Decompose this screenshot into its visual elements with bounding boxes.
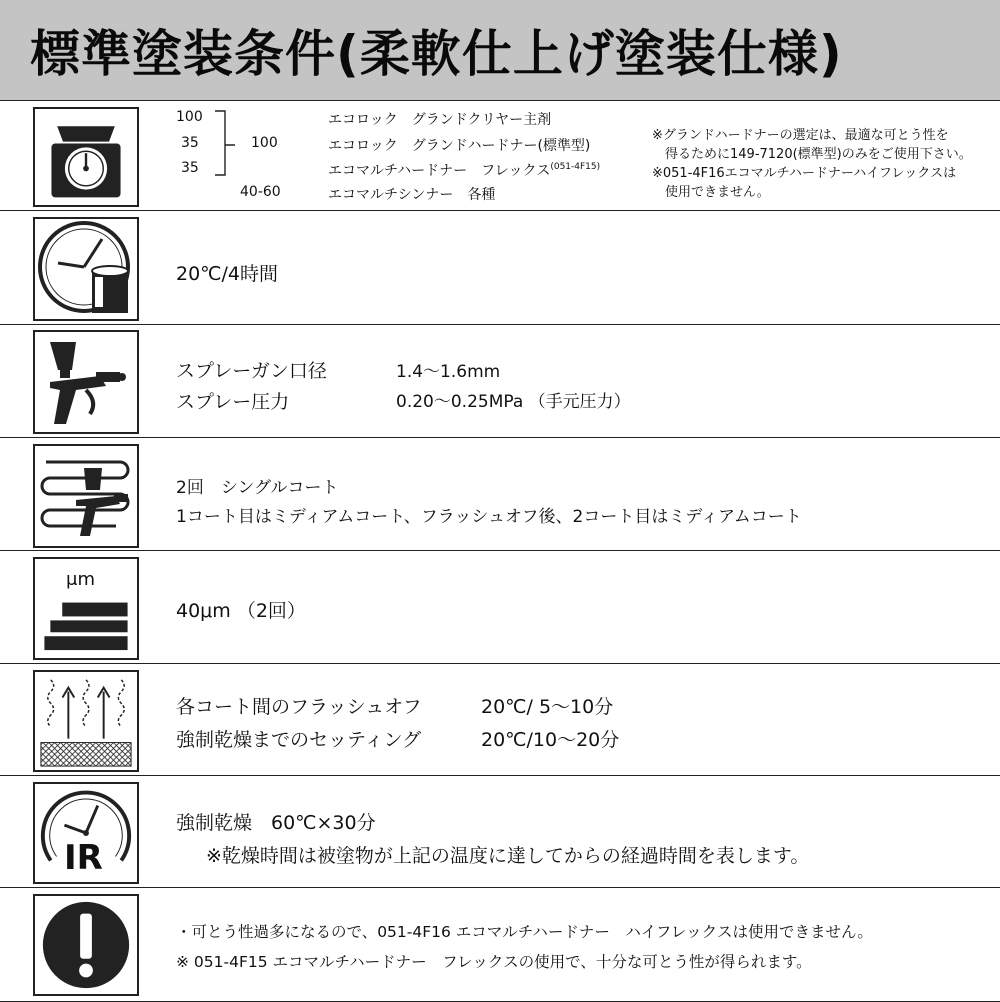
flash-value-2: 20℃/10〜20分 [481,729,620,751]
row-flash-off [0,663,1000,776]
coats-line-2: 1コート目はミディアムコート、フラッシュオフ後、2コート目はミディアムコート [176,507,802,527]
product-2: エコロック グランドハードナー(標準型) [328,138,591,154]
clock-can-icon [33,217,139,321]
row-mix-ratio [0,100,1000,211]
thinner-product: エコマルチシンナー 各種 [328,187,496,203]
scale-icon [33,107,139,207]
flash-label-1: 各コート間のフラッシュオフ [176,696,422,718]
product-3: エコマルチハードナー フレックス$^{(051-4F15)}$ [328,162,601,179]
micron-icon-label: μm [66,569,95,590]
row-spray-gun [0,324,1000,438]
spray-pattern-icon [33,444,139,548]
evaporation-icon [33,670,139,772]
note-2: 得るために149-7120(標準型)のみをご使用下さい。 [652,147,972,162]
product-1: エコロック グランドクリヤー主剤 [328,112,552,128]
warning-line-1: ・可とう性過多になるので、051-4F16 エコマルチハードナー ハイフレックスは使用できません。 [176,923,873,941]
page-title: 標準塗装条件(柔軟仕上げ塗装仕様) [30,25,843,83]
ratio-1: 100 [176,109,203,125]
bake-line-1: 強制乾燥 60℃×30分 [176,812,376,834]
flash-label-2: 強制乾燥までのセッティング [176,729,422,751]
gun-pressure-value: 0.20〜0.25MPa （手元圧力） [396,392,631,412]
note-4: 使用できません。 [652,185,770,200]
warning-icon [33,894,139,996]
row-coats [0,437,1000,551]
warning-line-2: ※ 051-4F15 エコマルチハードナー フレックスの使用で、十分な可とう性が得られます。 [176,953,812,971]
gun-nozzle-value: 1.4〜1.6mm [396,362,501,382]
gun-nozzle-label: スプレーガン口径 [176,360,327,382]
pot-life-text: 20℃/4時間 [176,263,279,285]
bake-line-2: ※乾燥時間は被塗物が上記の温度に達してからの経過時間を表します。 [206,845,810,867]
row-thickness [0,550,1000,664]
bracket-total: 100 [251,135,278,151]
ratio-bracket [213,109,243,179]
ir-icon-label: IR [64,838,103,878]
coats-line-1: 2回 シングルコート [176,478,339,498]
thickness-text: 40μm （2回） [176,600,306,622]
note-3: ※051-4F16エコマルチハードナーハイフレックスは [652,166,957,181]
row-pot-life [0,210,1000,325]
row-warning [0,887,1000,1002]
flash-value-1: 20℃/ 5〜10分 [481,696,614,718]
note-1: ※グランドハードナーの選定は、最適な可とう性を [652,128,949,143]
ratio-3: 35 [181,160,199,176]
thinner-ratio: 40-60 [240,184,281,200]
spray-gun-icon [33,330,139,434]
row-forced-drying [0,775,1000,888]
gun-pressure-label: スプレー圧力 [176,391,290,413]
header-bar [0,0,1000,100]
ratio-2: 35 [181,135,199,151]
